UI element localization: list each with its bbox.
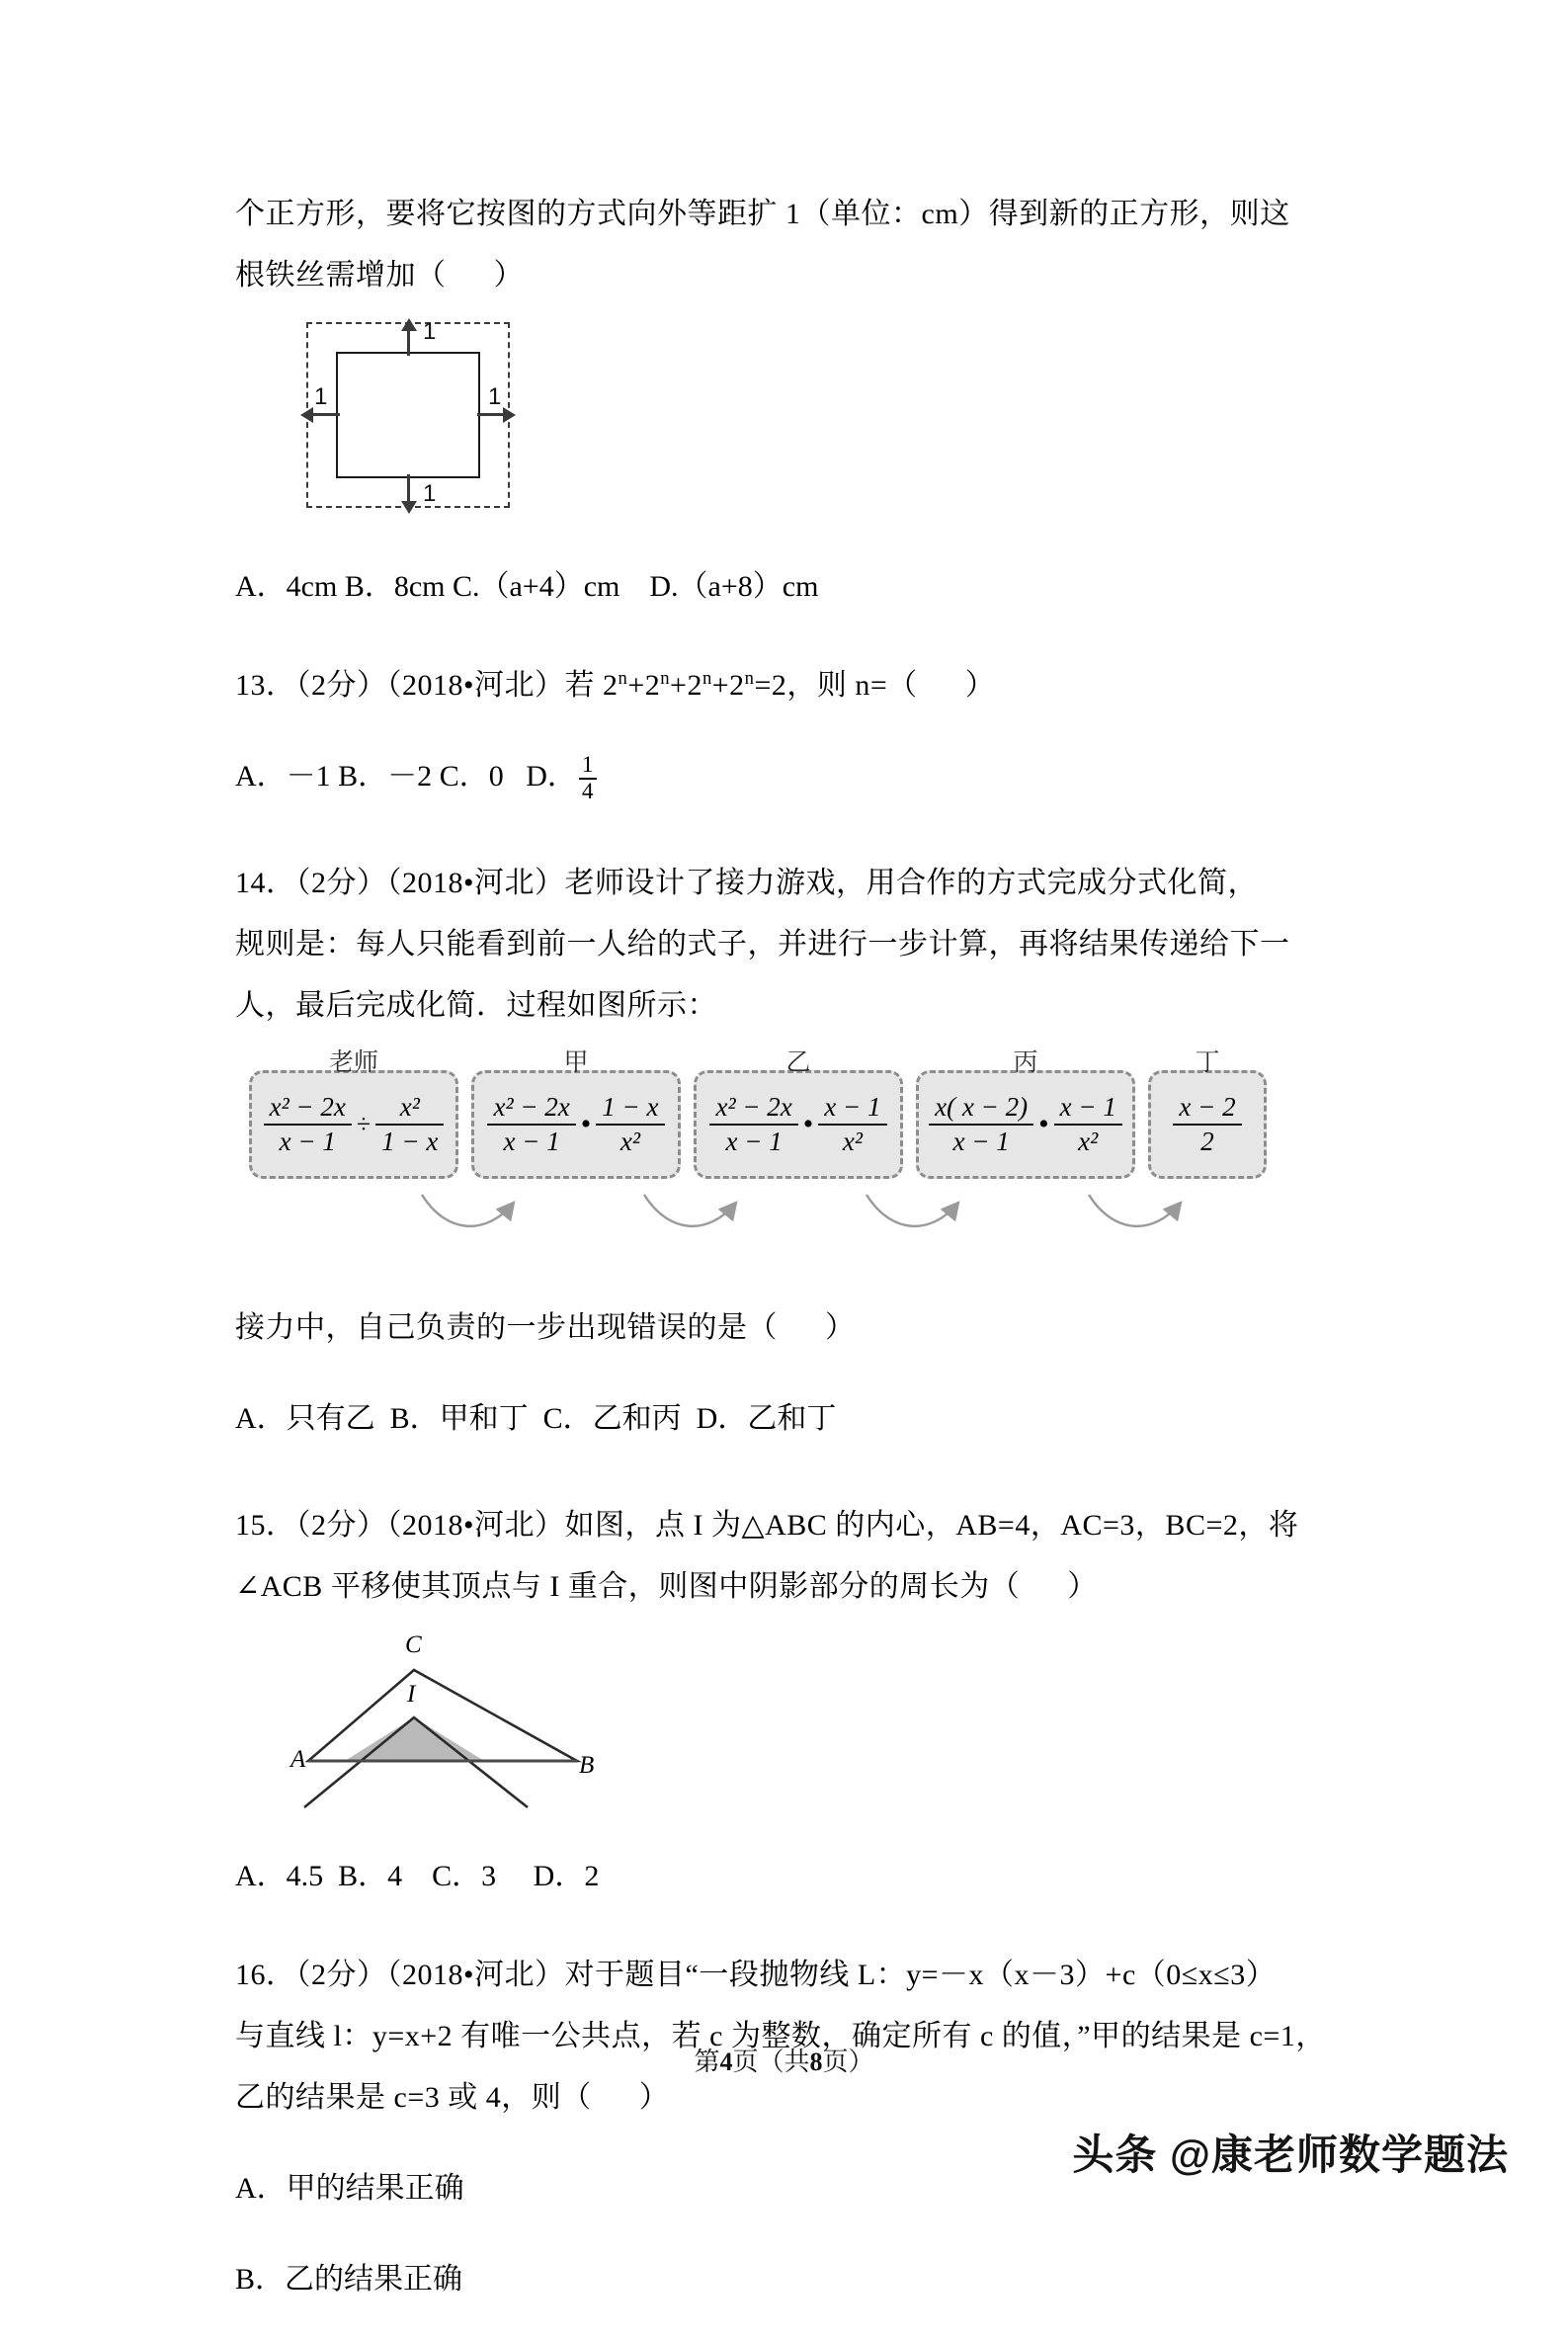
q16-option-b: B．乙的结果正确	[235, 2263, 463, 2296]
q14-line-2: 规则是：每人只能看到前一人给的式子，并进行一步计算，再将结果传递给下一	[235, 928, 1290, 961]
q15-line-2: ∠ACB 平移使其顶点与 I 重合，则图中阴影部分的周长为（ ）	[235, 1570, 1098, 1603]
q15-line-1: 15．（2分）（2018•河北）如图，点 I 为△ABC 的内心，AB=4，AC=3，BC=2，将	[235, 1509, 1299, 1542]
relay-step-ding	[1148, 1049, 1267, 1179]
triangle-incenter-diagram	[290, 1624, 617, 1816]
q13-option-d-label: D．	[526, 760, 577, 793]
relay-step-jia	[471, 1049, 681, 1179]
q16-line-2: 与直线 l：y=x+2 有唯一公共点，若 c 为整数，确定所有 c 的值，”甲的结果是 c=1，	[235, 2020, 1326, 2052]
footer-page-number: 4	[719, 2048, 733, 2076]
footer-middle: 页（共	[732, 2048, 810, 2076]
q13-exp-2: n	[660, 668, 671, 689]
relay-expression	[487, 1092, 664, 1158]
square-label-bottom: 1	[423, 480, 437, 507]
q13-stem	[235, 655, 1342, 716]
relay-left-fraction	[929, 1092, 1033, 1158]
triangle-incenter-label-i: I	[407, 1681, 416, 1708]
arrow-head-right-icon	[503, 407, 516, 423]
q14-question-line: 接力中，自己负责的一步出现错误的是（ ）	[235, 1311, 856, 1344]
relay-left-denominator: x − 1	[709, 1124, 797, 1158]
relay-left-fraction	[709, 1092, 797, 1158]
relay-left-numerator: x( x − 2)	[935, 1091, 1029, 1122]
triangle-incenter-svg	[290, 1624, 617, 1816]
q16-line-1: 16．（2分）（2018•河北）对于题目“一段抛物线 L：y=－x（x－3）+c（0≤x≤3）	[235, 1959, 1277, 1991]
q13-option-b: B．－2	[338, 760, 433, 793]
footer-suffix: 页）	[822, 2048, 874, 2076]
q14-line-3: 人，最后完成化简．过程如图所示：	[235, 989, 717, 1022]
relay-person-label: 丁	[1195, 1049, 1220, 1076]
relay-step-yi	[694, 1049, 903, 1179]
relay-expression	[264, 1092, 445, 1158]
relay-right-numerator: x − 1	[824, 1091, 881, 1122]
relay-expression-box	[249, 1070, 458, 1179]
q12-options: A．4cm B．8cm C.（a+4）cm D.（a+8）cm	[235, 570, 819, 603]
relay-left-denominator: 2	[1173, 1124, 1241, 1158]
relay-left-numerator: x² − 2x	[493, 1091, 570, 1122]
question-15	[235, 1495, 1342, 1907]
relay-expression	[709, 1092, 886, 1158]
relay-right-numerator: x²	[399, 1091, 420, 1122]
relay-expression	[1173, 1092, 1241, 1158]
square-label-right: 1	[488, 383, 502, 410]
relay-operator: •	[802, 1108, 814, 1140]
relay-person-label: 丙	[1013, 1049, 1038, 1076]
square-label-left: 1	[314, 383, 328, 410]
relay-person-label: 老师	[328, 1049, 378, 1076]
relay-operator: ÷	[356, 1110, 371, 1138]
relay-left-fraction	[264, 1092, 352, 1158]
relay-simplification-diagram	[249, 1046, 1365, 1294]
question-13	[235, 655, 1342, 807]
relay-left-numerator: x² − 2x	[269, 1091, 346, 1122]
triangle-vertex-label-a: A	[290, 1746, 306, 1773]
q13-option-a: A．－1	[235, 760, 331, 793]
shaded-region	[345, 1717, 484, 1761]
q15-options: A．4.5 B．4 C．3 D．2	[235, 1860, 600, 1892]
q13-option-d-numerator: 1	[581, 751, 594, 778]
arrow-head-up-icon	[401, 318, 417, 331]
relay-expression-box	[694, 1070, 903, 1179]
relay-left-numerator: x² − 2x	[715, 1091, 792, 1122]
q13-option-c: C．0	[439, 760, 504, 793]
q13-exp-3: n	[701, 668, 712, 689]
relay-operator: •	[1038, 1108, 1049, 1140]
relay-right-fraction	[596, 1092, 664, 1158]
q13-stem-prefix: 13．（2分）（2018•河北）若 2	[235, 669, 619, 702]
q13-stem-mid-3: +2	[711, 669, 745, 702]
relay-step-bing	[916, 1049, 1135, 1179]
relay-right-denominator: x²	[596, 1124, 664, 1158]
relay-expression-box	[471, 1070, 681, 1179]
watermark: 头条 @康老师数学题法	[1072, 2131, 1509, 2178]
page-content	[235, 184, 1342, 2340]
arrow-head-left-icon	[300, 407, 313, 423]
relay-right-denominator: x²	[818, 1124, 886, 1158]
relay-right-fraction	[1054, 1092, 1122, 1158]
relay-left-denominator: x − 1	[264, 1124, 352, 1158]
relay-expression-box	[916, 1070, 1135, 1179]
relay-right-denominator: x²	[1054, 1124, 1122, 1158]
relay-step-teacher	[249, 1049, 458, 1179]
relay-left-fraction	[487, 1092, 575, 1158]
footer-prefix: 第	[694, 2048, 720, 2076]
footer-total-pages: 8	[809, 2048, 823, 2076]
q14-options: A．只有乙 B．甲和丁 C．乙和丙 D．乙和丁	[235, 1402, 837, 1435]
q13-exp-4: n	[744, 668, 755, 689]
q13-option-d-fraction	[579, 753, 597, 805]
q13-stem-suffix: =2，则 n=（ ）	[754, 669, 996, 702]
q13-options	[235, 746, 1342, 807]
relay-right-denominator: 1 − x	[375, 1124, 444, 1158]
q13-stem-mid-2: +2	[670, 669, 702, 702]
q16-line-3: 乙的结果是 c=3 或 4，则（ ）	[235, 2081, 670, 2114]
relay-left-denominator: x − 1	[487, 1124, 575, 1158]
relay-right-numerator: x − 1	[1059, 1091, 1116, 1122]
q13-option-d-denominator: 4	[579, 778, 597, 804]
inner-solid-square	[336, 352, 480, 478]
q13-exp-1: n	[618, 668, 628, 689]
arrow-head-down-icon	[401, 501, 417, 514]
relay-person-label: 甲	[563, 1049, 589, 1076]
q12-line-2: 根铁丝需增加（ ）	[235, 259, 524, 292]
expanding-square-diagram	[296, 314, 543, 527]
triangle-vertex-label-b: B	[579, 1752, 595, 1779]
question-12-tail	[235, 184, 1342, 618]
relay-operator: •	[580, 1108, 592, 1140]
relay-expression-box	[1148, 1070, 1267, 1179]
page-footer	[0, 2042, 1568, 2078]
arrow-shaft-left	[310, 413, 340, 416]
triangle-vertex-label-c: C	[405, 1631, 422, 1658]
relay-right-numerator: 1 − x	[602, 1091, 659, 1122]
relay-expression	[929, 1092, 1122, 1158]
relay-left-numerator: x − 2	[1179, 1091, 1236, 1122]
relay-left-denominator: x − 1	[929, 1124, 1033, 1158]
relay-right-fraction	[818, 1092, 886, 1158]
relay-right-fraction	[375, 1092, 444, 1158]
relay-left-fraction	[1173, 1092, 1241, 1158]
q12-line-1: 个正方形，要将它按图的方式向外等距扩 1（单位：cm）得到新的正方形，则这	[235, 198, 1290, 230]
question-14	[235, 853, 1342, 1450]
square-label-top: 1	[423, 318, 437, 345]
q16-option-a: A．甲的结果正确	[235, 2172, 464, 2205]
relay-person-label: 乙	[785, 1049, 811, 1076]
q14-line-1: 14．（2分）（2018•河北）老师设计了接力游戏，用合作的方式完成分式化简，	[235, 867, 1259, 899]
q13-stem-mid-1: +2	[627, 669, 661, 702]
